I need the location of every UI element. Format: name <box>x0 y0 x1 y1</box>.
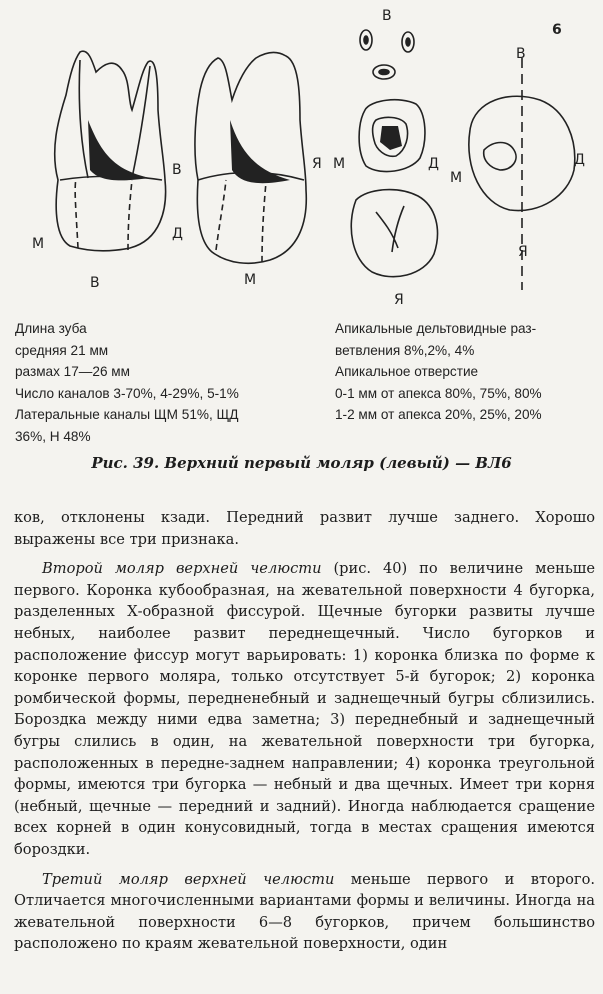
label-m-mid: М <box>244 272 257 288</box>
molar-illustration <box>0 0 603 318</box>
stat-line: 36%, Н 48% <box>15 428 91 444</box>
paragraph-2 <box>14 558 595 860</box>
body-text <box>14 507 595 955</box>
paragraph-2-text: (рис. 40) по величине меньше первого. Коронка кубообразная, на жевательной поверхности 4 бугорка, разделенных Х-образной фиссурой. Щечные бугорки развиты лучше небных, наиболее развит переднещечный. Число бугорков и расположение фиссур могут варьировать: 1) коронка близка по форме к коронке первого моляра, только отсутствует 5-й бугорок; 2) коронка ромбической формы, передненебный и заднещечный бугры сблизились. Бороздка между ними едва заметна; 3) переднебный и заднещечный бугры слились в один, на жевательной поверхности три бугорка, расположенных в передне-заднем направлении; 4) коронка треугольной формы, имеются три бугорка — небный и два щечных. Имеет три корня (небный, щечные — передний и задний). Иногда наблюдается сращение всех корней в один конусовидный, тогда в местах сращения имеются бороздки. <box>14 560 596 858</box>
stat-line: Апикальные дельтовидные раз- <box>335 321 537 336</box>
paragraph-3-text: меньше первого и второго. Отличается многочисленными вариантами формы и величины. Иногда на жевательной поверхности 6—8 бугорков, причем большинство расположено по краям жевательной поверхности, один <box>14 870 595 953</box>
label-v-bottom-left: В <box>90 275 100 291</box>
stats-right <box>335 318 542 426</box>
label-v-right: В <box>516 46 526 62</box>
figure-caption: Рис. 39. Верхний первый моляр (левый) — ВЛ6 <box>91 454 512 472</box>
stat-line: Число каналов 3-70%, 4-29%, 5-1% <box>15 385 239 401</box>
label-d-left: Д <box>172 226 183 242</box>
tooth2-outline <box>195 52 306 263</box>
tooth1-outline <box>55 51 166 251</box>
label-v-mid: В <box>172 162 182 178</box>
stat-line: размах 17—26 мм <box>15 364 130 379</box>
label-ya-right: Я <box>518 244 528 260</box>
label-d-right: Д <box>574 152 585 168</box>
occlusal-view-lower <box>351 190 437 277</box>
paragraph-2-title: Второй моляр верхней челюсти <box>42 560 322 578</box>
stat-line: 1-2 мм от апекса 20%, 25%, 20% <box>335 407 542 422</box>
label-ya-mid: Я <box>312 156 322 172</box>
label-m-left: М <box>32 236 45 252</box>
stat-line: средняя 21 мм <box>15 342 109 358</box>
label-v-top: В <box>382 8 392 24</box>
paragraph-1: ков, отклонены кзади. Передний развит лучше заднего. Хорошо выражены все три признака. <box>14 509 595 548</box>
label-m-cross: М <box>333 156 346 172</box>
stat-line: Латеральные каналы ЩМ 51%, ЩД <box>15 407 239 422</box>
stat-line: Длина зуба <box>15 321 87 336</box>
stat-line: 0-1 мм от апекса 80%, 75%, 80% <box>335 385 542 401</box>
label-d-cross: Д <box>428 156 439 172</box>
stat-line: ветвления 8%,2%, 4% <box>335 342 475 358</box>
paragraph-3 <box>14 869 595 955</box>
panel-number: 6 <box>552 22 562 38</box>
paragraph-3-title: Третий моляр верхней челюсти <box>42 870 335 888</box>
label-ya-bottom: Я <box>394 292 404 308</box>
stats-left <box>15 318 239 447</box>
tooth-figure <box>0 0 603 318</box>
stat-line: Апикальное отверстие <box>335 364 479 379</box>
label-m-right: М <box>450 170 463 186</box>
